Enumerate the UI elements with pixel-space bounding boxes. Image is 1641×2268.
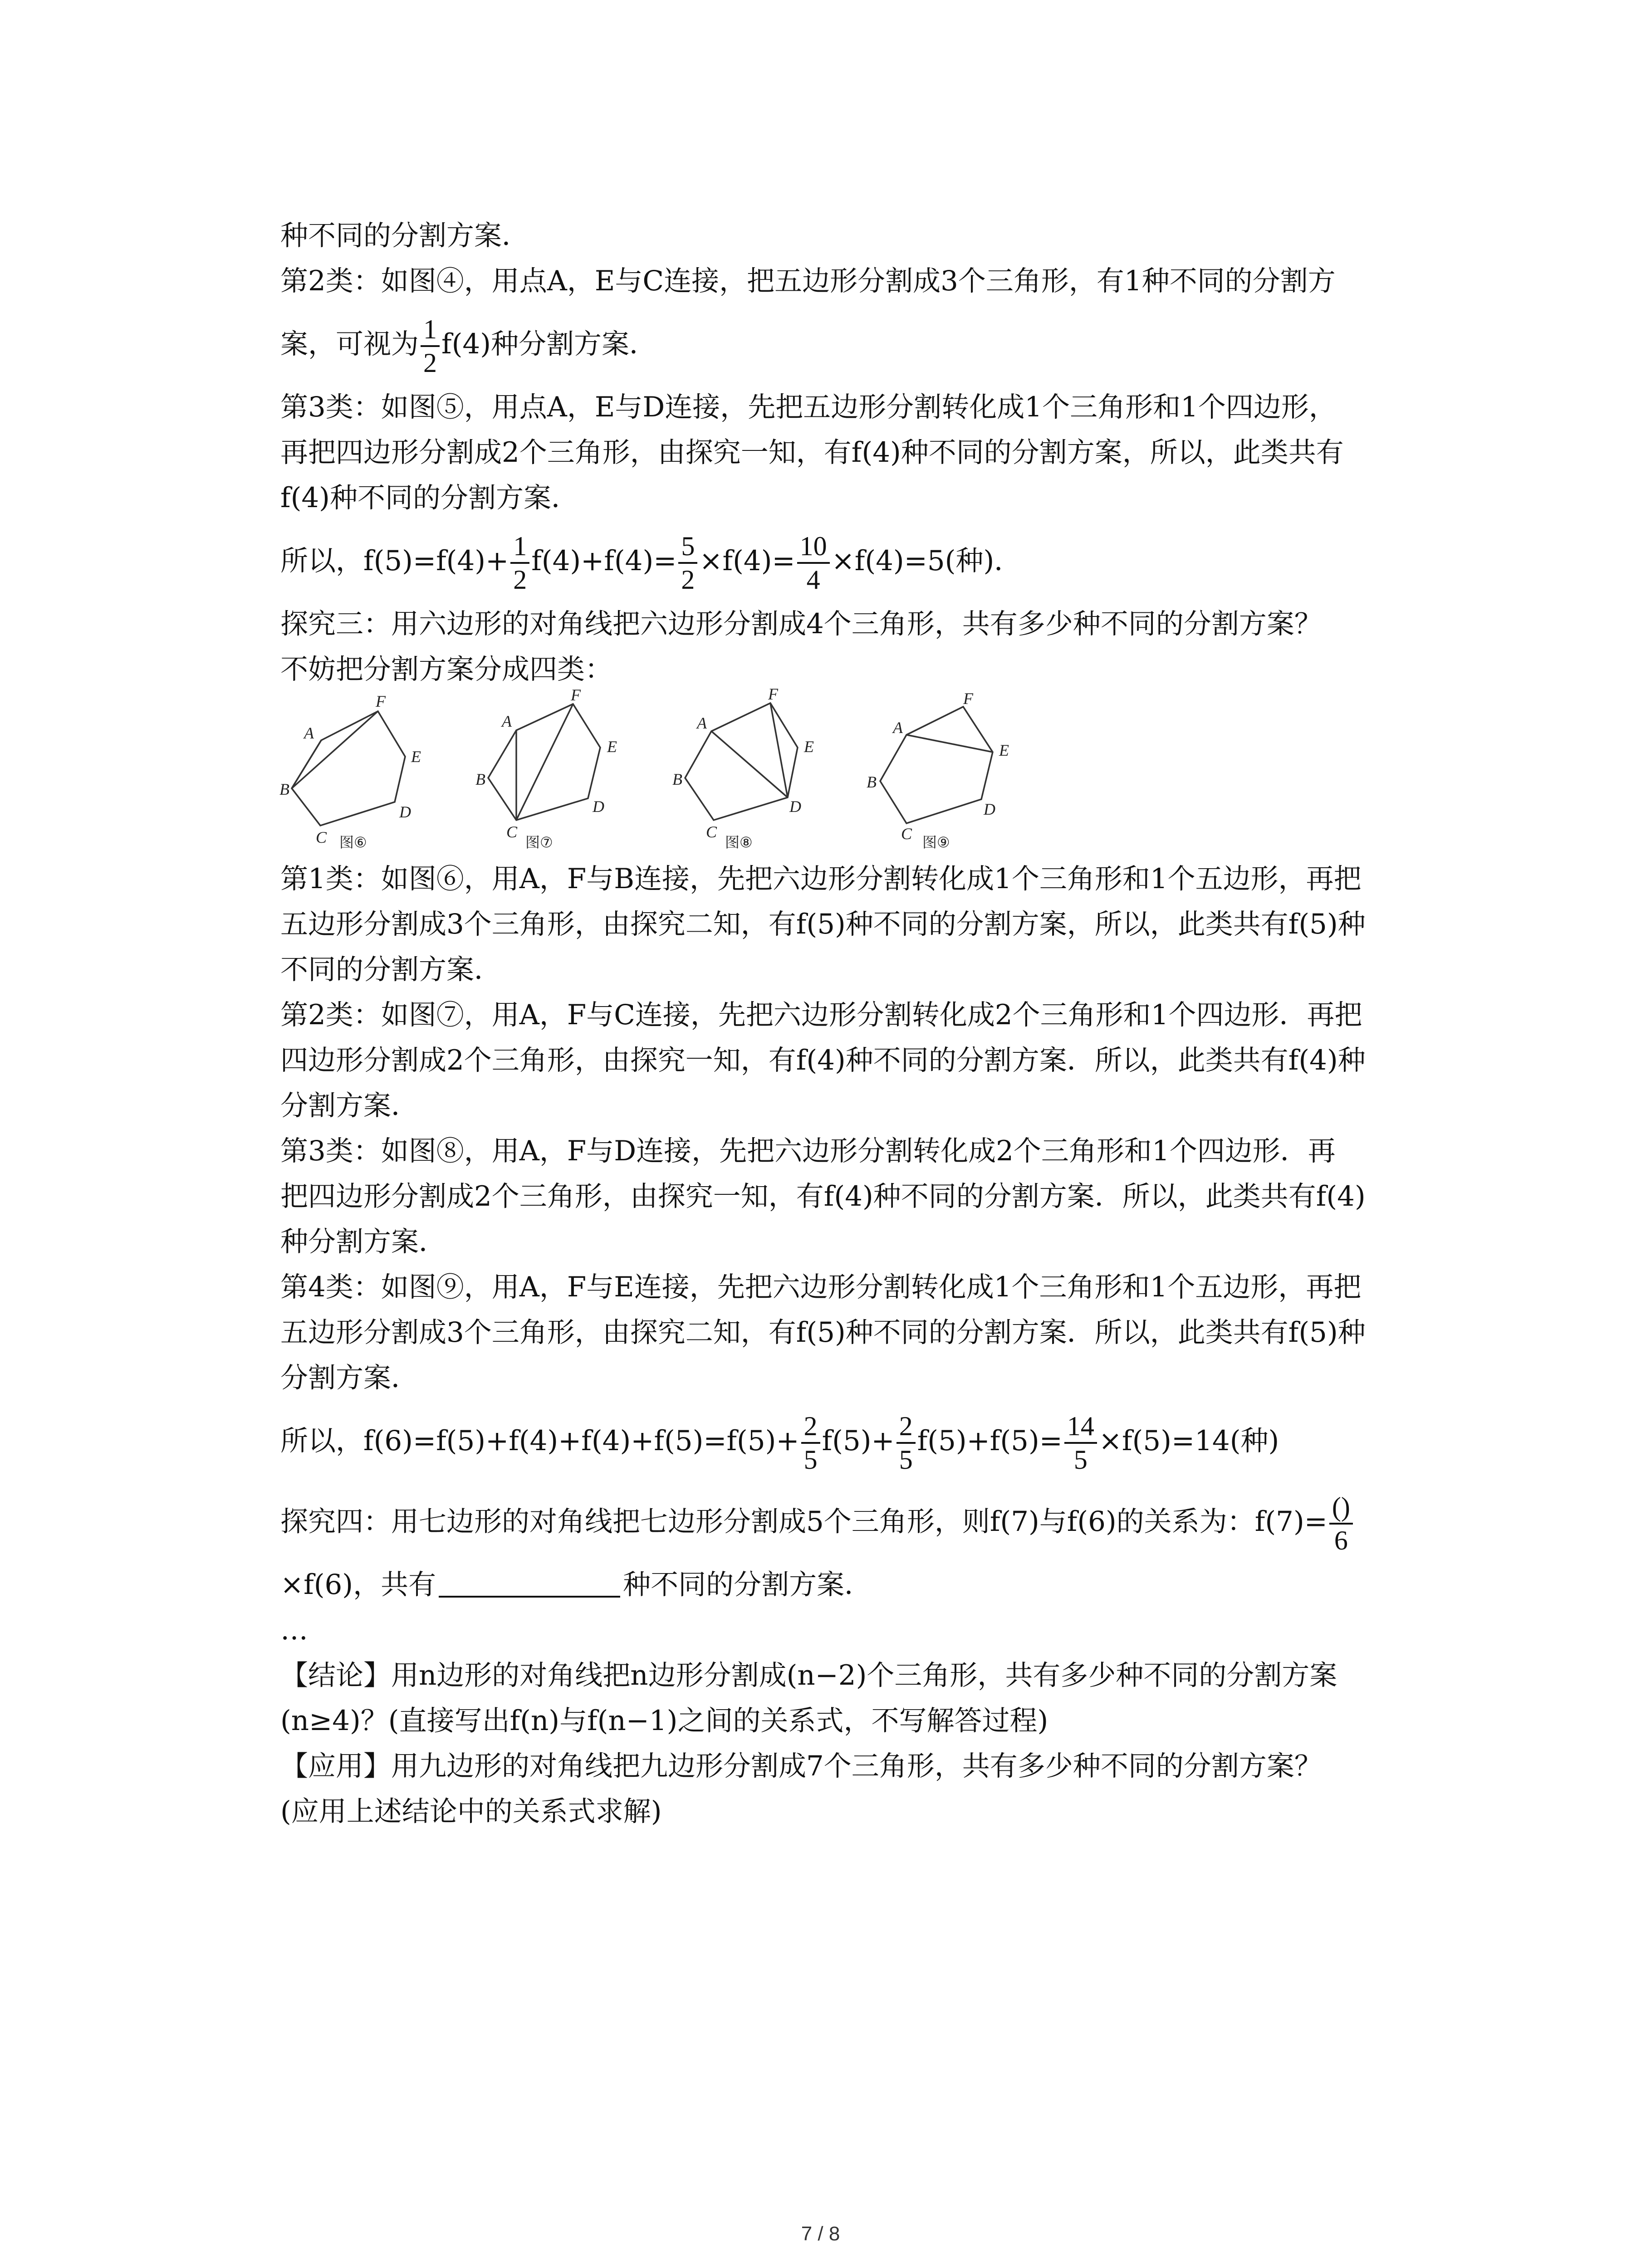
text-fragment: 所以，f(6)=f(5)+f(4)+f(4)+f(5)=f(5)+: [280, 1425, 799, 1457]
text-line: [280, 1481, 1455, 1562]
fraction-numerator: (): [1329, 1491, 1353, 1525]
vertex-label: E: [411, 748, 421, 766]
fraction-numerator: 2: [896, 1410, 916, 1444]
text-line: (n≥4)？(直接写出f(n)与f(n−1)之间的关系式，不写解答过程): [280, 1705, 1048, 1737]
text-line: 【结论】用n边形的对角线把n边形分割成(n−2)个三角形，共有多少种不同的分割方案: [280, 1659, 1337, 1691]
text-line: f(4)种不同的分割方案．: [280, 482, 579, 514]
vertex-label: E: [999, 741, 1009, 759]
fraction-numerator: 14: [1064, 1410, 1097, 1444]
vertex-label: C: [901, 825, 912, 843]
text-line: (应用上述结论中的关系式求解): [280, 1795, 662, 1828]
text-fragment: f(5)+: [822, 1425, 895, 1457]
vertex-label: B: [672, 770, 682, 788]
text-line: 第2类：如图⑦，用A，F与C连接，先把六边形分割转化成2个三角形和1个四边形．再把: [280, 999, 1362, 1031]
vertex-label: C: [316, 828, 327, 846]
fraction: [1064, 1410, 1097, 1476]
fraction: [421, 313, 440, 379]
text-fragment: ×f(5)=14(种): [1098, 1425, 1279, 1457]
text-line: 第3类：如图⑤，用点A，E与D连接，先把五边形分割转化成1个三角形和1个四边形，: [280, 391, 1337, 423]
fraction-numerator: 1: [510, 530, 529, 564]
fraction: [510, 530, 529, 596]
text-line: 五边形分割成3个三角形，由探究二知，有f(5)种不同的分割方案，所以，此类共有f(5)种: [280, 908, 1366, 940]
text-fragment: 探究四：用七边形的对角线把七边形分割成5个三角形，则f(7)与f(6)的关系为：f(7)=: [280, 1505, 1327, 1538]
answer-blank[interactable]: [439, 1569, 620, 1598]
fraction: [801, 1410, 820, 1476]
vertex-label: C: [506, 823, 518, 841]
vertex-label: F: [768, 685, 778, 703]
text-line: 探究三：用六边形的对角线把六边形分割成4个三角形，共有多少种不同的分割方案？: [280, 608, 1322, 640]
vertex-label: F: [571, 686, 581, 704]
figure-caption: 图⑧: [725, 834, 753, 851]
fraction-denominator: 5: [899, 1444, 913, 1475]
vertex-label: D: [593, 797, 604, 816]
text-fragment: f(5)+f(5)=: [917, 1425, 1063, 1457]
fraction-denominator: 2: [423, 347, 437, 378]
text-line: 再把四边形分割成2个三角形，由探究一知，有f(4)种不同的分割方案，所以，此类共有: [280, 436, 1344, 469]
text-line: [280, 1401, 1455, 1481]
figure-7: [475, 686, 617, 851]
figure-8: [672, 685, 814, 851]
text-line: 分割方案．: [280, 1090, 419, 1122]
page-number: 7 / 8: [801, 2223, 840, 2245]
vertex-label: A: [893, 719, 903, 737]
text-fragment: f(4)种分割方案．: [441, 328, 657, 360]
vertex-label: F: [376, 692, 386, 710]
text-line: 不妨把分割方案分成四类：: [280, 653, 613, 685]
text-fragment: 所以，f(5)=f(4)+: [280, 545, 509, 577]
fraction: [1329, 1491, 1353, 1556]
text-line: 把四边形分割成2个三角形，由探究一知，有f(4)种不同的分割方案．所以，此类共有f(4): [280, 1180, 1366, 1212]
vertex-label: D: [789, 797, 801, 816]
fraction-denominator: 5: [803, 1444, 818, 1475]
text-line: 四边形分割成2个三角形，由探究一知，有f(4)种不同的分割方案．所以，此类共有f(4)种: [280, 1044, 1366, 1076]
text-line: [280, 521, 1455, 601]
figure-caption: 图⑨: [922, 834, 950, 851]
vertex-label: B: [475, 770, 485, 788]
fraction: [797, 530, 830, 596]
figure-6: [279, 692, 421, 851]
text-line: 第2类：如图④，用点A，E与C连接，把五边形分割成3个三角形，有1种不同的分割方: [280, 265, 1336, 297]
fraction-numerator: 2: [801, 1410, 820, 1444]
fraction-numerator: 5: [678, 530, 697, 564]
text-line: [280, 1562, 1455, 1608]
fraction-numerator: 10: [797, 530, 830, 564]
figure-9: [867, 689, 1009, 851]
fraction-denominator: 2: [513, 564, 527, 595]
fraction: [678, 530, 697, 596]
text-fragment: ×f(4)=5(种)．: [831, 545, 1022, 577]
text-fragment: ×f(6)，共有: [280, 1569, 436, 1601]
vertex-label: F: [963, 689, 973, 708]
text-line: 【应用】用九边形的对角线把九边形分割成7个三角形，共有多少种不同的分割方案？: [280, 1750, 1322, 1782]
fraction: [896, 1410, 916, 1476]
figure-caption: 图⑥: [339, 834, 367, 851]
vertex-label: D: [984, 800, 995, 818]
text-fragment: 案，可视为: [280, 328, 419, 360]
fraction-denominator: 5: [1073, 1444, 1087, 1475]
hexagon-figures-svg: [279, 685, 1455, 851]
text-line: 种分割方案．: [280, 1226, 447, 1258]
text-line: 五边形分割成3个三角形，由探究二知，有f(5)种不同的分割方案．所以，此类共有f(5)种: [280, 1316, 1366, 1349]
vertex-label: C: [706, 823, 717, 841]
text-line: 种不同的分割方案．: [280, 220, 530, 252]
vertex-label: A: [502, 712, 512, 730]
text-fragment: 种不同的分割方案．: [623, 1569, 872, 1601]
fraction-denominator: 4: [806, 564, 820, 595]
vertex-label: E: [607, 738, 617, 756]
fraction-numerator: 1: [421, 313, 440, 347]
fraction-denominator: 6: [1334, 1525, 1348, 1555]
vertex-label: B: [867, 773, 877, 791]
text-line: 分割方案．: [280, 1362, 419, 1394]
document-body: [280, 213, 1455, 1834]
vertex-label: A: [697, 714, 707, 732]
vertex-label: E: [804, 738, 814, 756]
text-fragment: f(4)+f(4)=: [531, 545, 677, 577]
figure-caption: 图⑦: [525, 834, 553, 851]
vertex-label: D: [399, 803, 411, 821]
hexagon-figures: [279, 685, 1455, 851]
text-line: 第4类：如图⑨，用A，F与E连接，先把六边形分割转化成1个三角形和1个五边形，再把: [280, 1271, 1362, 1303]
text-line: 第1类：如图⑥，用A，F与B连接，先把六边形分割转化成1个三角形和1个五边形，再把: [280, 863, 1362, 895]
text-line: [280, 304, 1455, 385]
text-line: 不同的分割方案．: [280, 953, 502, 986]
vertex-label: A: [304, 724, 314, 742]
text-fragment: ×f(4)=: [699, 545, 795, 577]
fraction-denominator: 2: [681, 564, 695, 595]
text-line: 第3类：如图⑧，用A，F与D连接，先把六边形分割转化成2个三角形和1个四边形．再: [280, 1135, 1336, 1167]
vertex-label: B: [279, 780, 289, 798]
text-line: …: [280, 1614, 308, 1646]
